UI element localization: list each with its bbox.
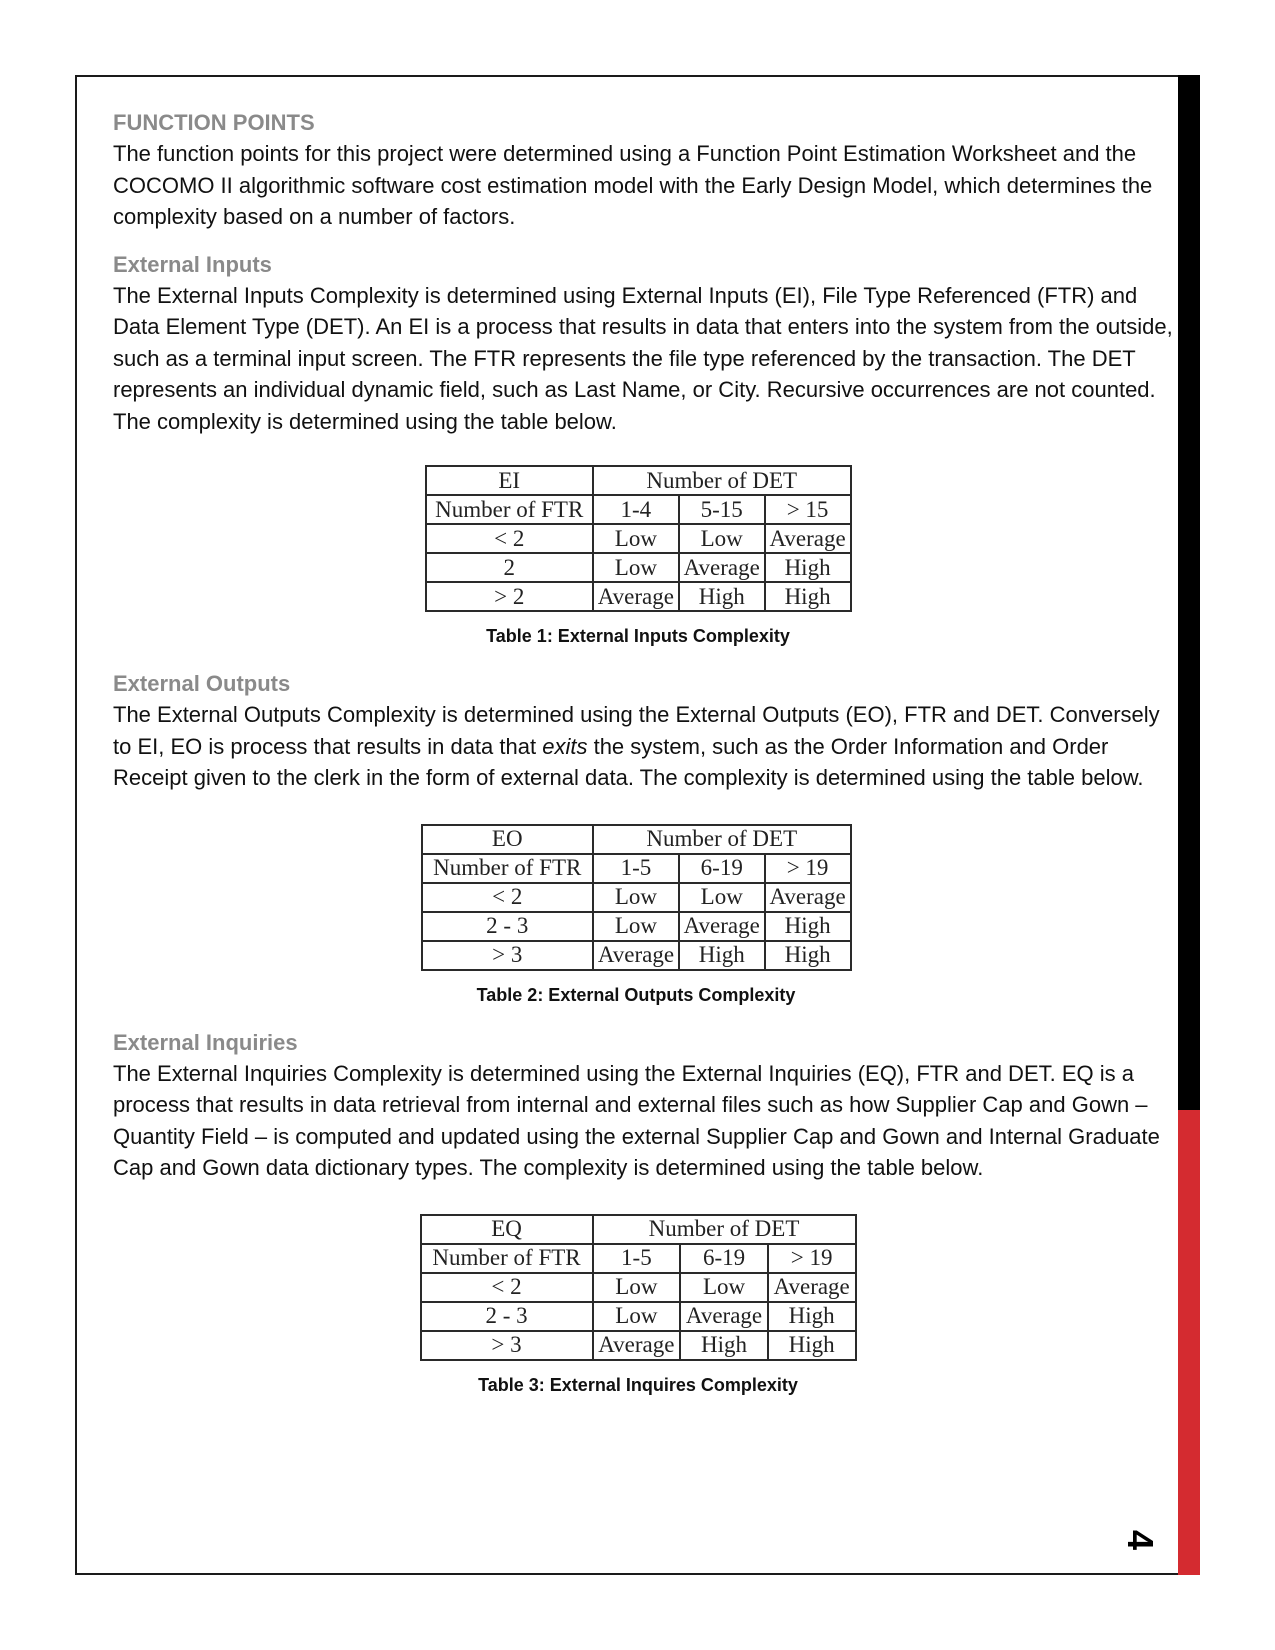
table-cell: Average [593, 582, 679, 611]
table-cell: Low [593, 1302, 681, 1331]
table-row [421, 1215, 856, 1244]
table-row-label: < 2 [426, 524, 593, 553]
table-row-header: Number of FTR [421, 1244, 593, 1273]
table-cell: High [765, 582, 851, 611]
table-cell: Low [593, 1273, 681, 1302]
table-column-header: 6-19 [679, 854, 765, 883]
document-body [113, 108, 1173, 1396]
table-row [426, 495, 851, 524]
table-caption: Table 2: External Outputs Complexity [476, 984, 796, 1005]
table-cell: High [765, 941, 851, 970]
table-row-label: > 3 [421, 1331, 593, 1360]
external-inputs-table [425, 465, 852, 612]
table-row [426, 466, 851, 495]
table-cell: Average [680, 1302, 768, 1331]
table-corner-cell: EQ [421, 1215, 593, 1244]
table-column-header: 1-4 [593, 495, 679, 524]
external-outputs-table [421, 824, 852, 971]
external-inquiries-section [113, 1028, 1173, 1396]
table-cell: Average [679, 912, 765, 941]
table-group-header: Number of DET [593, 825, 850, 854]
table-cell: High [679, 941, 765, 970]
table-row-label: < 2 [421, 1273, 593, 1302]
external-inquiries-heading: External Inquiries [113, 1029, 298, 1055]
table-caption: Table 3: External Inquires Complexity [478, 1374, 798, 1395]
external-outputs-text-2: the system, such as the Order Information and Order Receipt given to the clerk in the form of external data. The complexity is determined using the table below. [113, 733, 1144, 790]
table-row [422, 854, 851, 883]
external-inquiries-table-wrap [103, 1214, 1173, 1396]
table-cell: Low [680, 1273, 768, 1302]
external-inputs-heading: External Inputs [113, 251, 272, 277]
table-cell: Average [593, 1331, 681, 1360]
table-row [421, 1331, 856, 1360]
table-corner-cell: EO [422, 825, 594, 854]
table-row [422, 883, 851, 912]
table-cell: Average [765, 524, 851, 553]
table-row [422, 825, 851, 854]
table-row-label: < 2 [422, 883, 594, 912]
table-group-header: Number of DET [593, 1215, 856, 1244]
table-row [426, 553, 851, 582]
table-column-header: 6-19 [680, 1244, 768, 1273]
table-column-header: 5-15 [679, 495, 765, 524]
table-row [421, 1244, 856, 1273]
external-inputs-paragraph: The External Inputs Complexity is determined using External Inputs (EI), File Type Referenced (FTR) and Data Element Type (DET). An EI is a process that results in data that enters into the system from the outside, such as a terminal input screen. The FTR represents the file type referenced by the transaction. The DET represents an individual dynamic field, such as Last Name, or City. Recursive occurrences are not counted. The complexity is determined using the table below. [113, 282, 1173, 434]
table-cell: Low [593, 883, 679, 912]
table-cell: Average [765, 883, 851, 912]
side-bar-black [1178, 75, 1200, 1110]
table-cell: Low [679, 524, 765, 553]
table-row [426, 524, 851, 553]
table-row-label: 2 [426, 553, 593, 582]
table-column-header: > 19 [768, 1244, 856, 1273]
external-inquiries-paragraph: The External Inquiries Complexity is determined using the External Inquiries (EQ), FTR and DET. EQ is a process that results in data retrieval from internal and external files such as how Supplier Cap and Gown – Quantity Field – is computed and updated using the external Supplier Cap and Gown and Internal Graduate Cap and Gown data dictionary types. The complexity is determined using the table below. [113, 1060, 1160, 1180]
table-row-header: Number of FTR [426, 495, 593, 524]
table-row-header: Number of FTR [422, 854, 594, 883]
table-cell: Average [768, 1273, 856, 1302]
table-column-header: > 15 [765, 495, 851, 524]
function-points-heading: FUNCTION POINTS [113, 110, 315, 135]
function-points-section [113, 108, 1173, 233]
table-row [426, 582, 851, 611]
table-cell: High [768, 1302, 856, 1331]
external-outputs-table-wrap [99, 824, 1173, 1006]
table-row [422, 941, 851, 970]
table-row-label: 2 - 3 [421, 1302, 593, 1331]
table-column-header: > 19 [765, 854, 851, 883]
table-column-header: 1-5 [593, 854, 679, 883]
page-number: 4 [1120, 1529, 1162, 1551]
external-outputs-section [113, 669, 1173, 1006]
side-bar-red [1178, 1110, 1200, 1575]
table-cell: Low [679, 883, 765, 912]
table-cell: High [679, 582, 765, 611]
table-caption: Table 1: External Inputs Complexity [486, 626, 790, 646]
table-cell: Low [593, 912, 679, 941]
function-points-paragraph: The function points for this project were determined using a Function Point Estimation Worksheet and the COCOMO II algorithmic software cost estimation model with the Early Design Model, which determines the complexity based on a number of factors. [113, 141, 1153, 229]
table-row [421, 1302, 856, 1331]
table-cell: High [765, 553, 851, 582]
table-column-header: 1-5 [593, 1244, 681, 1273]
external-inquiries-table [420, 1214, 857, 1361]
external-outputs-heading: External Outputs [113, 671, 291, 696]
external-outputs-text-1: The External Outputs Complexity is determined using the External Outputs (EO), FTR and DET. Conversely to EI, EO is process that results in data that [113, 702, 1160, 759]
table-row [421, 1273, 856, 1302]
table-row-label: 2 - 3 [422, 912, 594, 941]
external-inputs-table-wrap [103, 465, 1173, 647]
table-row-label: > 3 [422, 941, 594, 970]
table-row-label: > 2 [426, 582, 593, 611]
table-corner-cell: EI [426, 466, 593, 495]
external-inputs-section [113, 250, 1173, 648]
table-cell: Low [593, 524, 679, 553]
table-cell: Average [679, 553, 765, 582]
table-cell: High [765, 912, 851, 941]
table-row [422, 912, 851, 941]
external-outputs-emphasis: exits [542, 733, 588, 759]
table-group-header: Number of DET [593, 466, 851, 495]
table-cell: High [680, 1331, 768, 1360]
external-outputs-paragraph [113, 699, 1173, 794]
table-cell: Low [593, 553, 679, 582]
table-cell: Average [593, 941, 679, 970]
table-cell: High [768, 1331, 856, 1360]
